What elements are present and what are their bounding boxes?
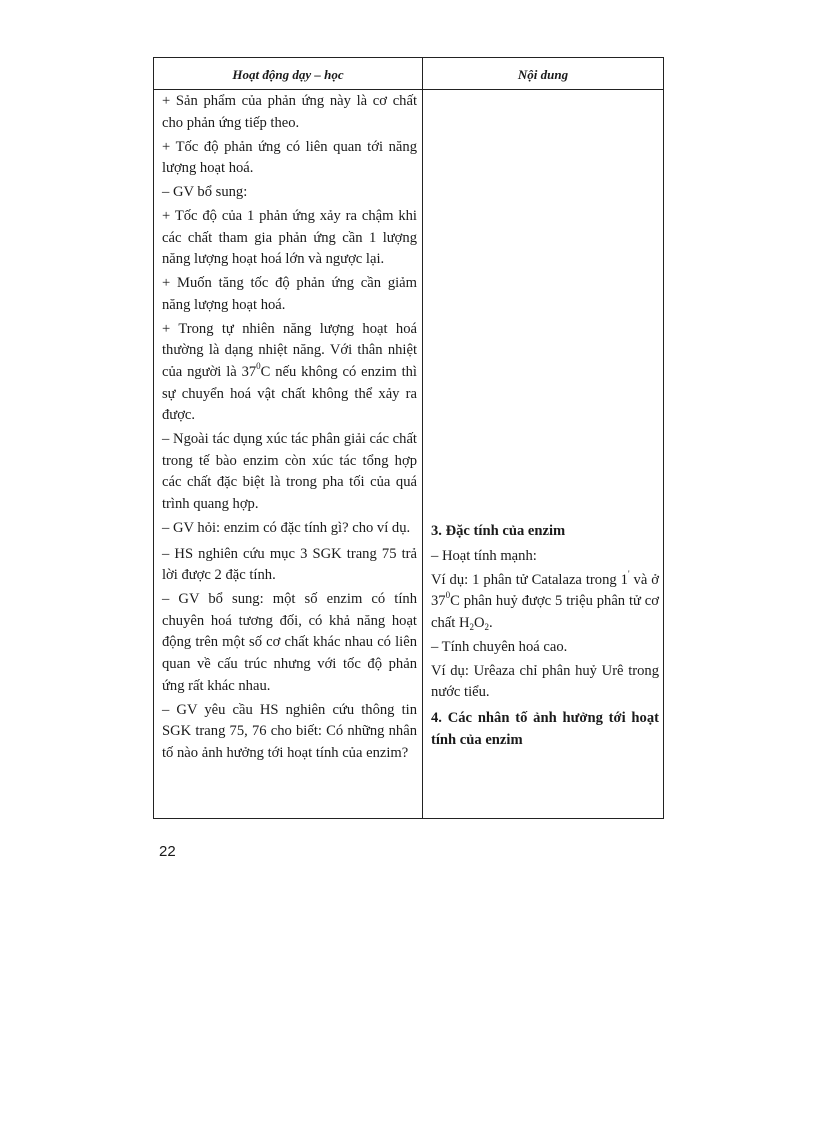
header-teaching-activities: Hoạt động dạy – học <box>232 67 344 82</box>
text-run: Ví dụ: 1 phân tử Catalaza trong 1 <box>431 571 628 588</box>
content-column <box>431 521 659 754</box>
lesson-table <box>153 57 664 819</box>
degree-superscript: 0 <box>445 590 451 601</box>
activity-paragraph: – GV yêu cầu HS nghiên cứu thông tin SGK trang 75, 76 cho biết: Có những nhân tố nào ảnh hưởng tới hoạt tính của enzim? <box>162 701 417 761</box>
activity-paragraph: – GV bổ sung: một số enzim có tính chuyên hoá tương đối, có khả năng hoạt động trên một số cơ chất khác nhau có liên quan về cấu trúc nhưng với tốc độ phản ứng rất khác nhau. <box>162 591 417 694</box>
subscript: 2 <box>469 621 474 632</box>
activity-paragraph: – GV hỏi: enzim có đặc tính gì? cho ví dụ. <box>162 520 411 537</box>
activity-paragraph-temperature <box>162 319 417 427</box>
section-heading-3: 3. Đặc tính của enzim <box>431 523 566 539</box>
page-number: 22 <box>159 843 176 860</box>
section-heading-4: 4. Các nhân tố ảnh hưởng tới hoạt tính của enzim <box>431 709 659 748</box>
text-run: + Trong tự nhiên năng lượng hoạt hoá thường là dạng nhiệt năng. Với thân nhiệt của người là 37 <box>162 320 417 381</box>
activities-column <box>162 91 417 767</box>
activity-paragraph: – Ngoài tác dụng xúc tác phân giải các chất trong tế bào enzim còn xúc tác tổng hợp các chất đặc biệt là trong pha tối của quá trình quang hợp. <box>162 431 417 513</box>
activity-paragraph: + Muốn tăng tốc độ phản ứng cần giảm năng lượng hoạt hoá. <box>162 275 417 313</box>
content-example-urease: Ví dụ: Urêaza chỉ phân huỷ Urê trong nước tiểu. <box>431 662 659 701</box>
text-run: C phân huỷ được 5 triệu phân tử cơ chất H <box>431 593 659 631</box>
text-run: O <box>474 614 485 631</box>
content-line: – Tính chuyên hoá cao. <box>431 638 568 655</box>
subscript: 2 <box>484 621 490 632</box>
content-example-catalase <box>431 570 659 635</box>
prime-superscript: ' <box>627 568 630 579</box>
activity-paragraph: + Tốc độ phản ứng có liên quan tới năng lượng hoạt hoá. <box>162 138 417 177</box>
column-divider <box>422 58 423 818</box>
header-rule <box>154 89 663 90</box>
text-run: C nếu không có enzim thì sự chuyển hoá vật chất không thể xảy ra được. <box>162 364 417 424</box>
activity-paragraph: – GV bổ sung: <box>162 184 248 201</box>
activity-paragraph: + Tốc độ của 1 phản ứng xảy ra chậm khi các chất tham gia phản ứng cần 1 lượng năng lượng hoạt hoá lớn và ngược lại. <box>162 208 417 268</box>
degree-superscript: 0 <box>256 361 261 372</box>
text-run: và ở 37 <box>431 571 659 610</box>
activity-paragraph: – HS nghiên cứu mục 3 SGK trang 75 trả lời được 2 đặc tính. <box>162 545 417 584</box>
activity-paragraph: + Sản phẩm của phản ứng này là cơ chất cho phản ứng tiếp theo. <box>162 93 417 131</box>
text-run: . <box>489 614 493 631</box>
header-content: Nội dung <box>517 67 569 82</box>
content-line: – Hoạt tính mạnh: <box>431 547 537 564</box>
